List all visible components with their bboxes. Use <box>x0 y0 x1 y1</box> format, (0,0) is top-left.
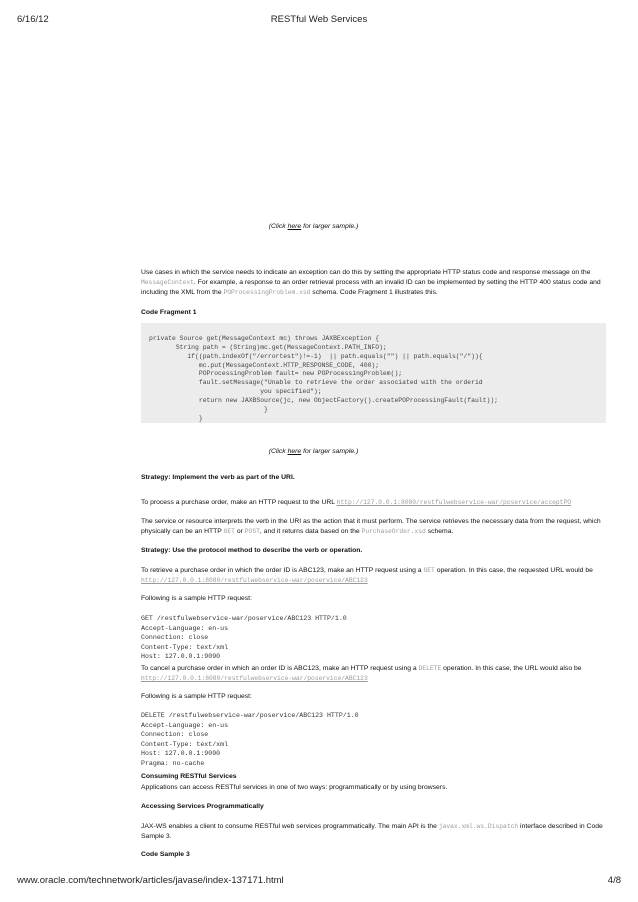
purchaseorder-xsd-code: PurchaseOrder.xsd <box>361 528 426 536</box>
get-code: GET <box>223 528 235 536</box>
strategy-protocol-heading: Strategy: Use the protocol method to describe the verb or operation. <box>141 547 363 554</box>
consuming-paragraph: Applications can access RESTful services in one of two ways: programmatically or by using browsers. <box>141 784 448 791</box>
caption-larger-sample-2: (Click here for larger sample.) <box>268 448 359 455</box>
print-date: 6/16/12 <box>17 14 49 25</box>
poprocessingproblem-code: POProcessingProblem.xsd <box>223 289 311 297</box>
print-url: www.oracle.com/technetwork/articles/javase/index-137171.html <box>17 875 284 886</box>
code-fragment-box <box>141 323 606 423</box>
here-link-2[interactable]: here <box>287 448 302 455</box>
abc123-get-link[interactable]: http://127.0.0.1:8080/restfulwebservice-war/poservice/ABC123 <box>141 577 368 585</box>
following-request-1: Following is a sample HTTP request: <box>141 595 252 602</box>
print-header <box>17 14 621 28</box>
dispatch-code: javax.xml.ws.Dispatch <box>438 823 519 830</box>
post-code: POST <box>244 528 260 536</box>
cancel-paragraph: To cancel a purchase order in which an order ID is ABC123, make an HTTP request using a DELETE operation. In this case, the URL would also be http://127.0.0.1:8080/restfulwebservice-war/poservice/ABC123 <box>141 665 582 683</box>
following-request-2: Following is a sample HTTP request: <box>141 693 252 700</box>
page-number: 4/8 <box>607 875 621 886</box>
accept-po-link[interactable]: http://127.0.0.1:8080/restfulwebservice-war/poservice/acceptPO <box>336 499 571 506</box>
use-cases-paragraph: Use cases in which the service needs to indicate an exception can do this by setting the appropriate HTTP status code and response message on the MessageContext. For example, a response to an order retrieval process with an invalid ID can be implemented by setting the HTTP 400 status code and including the XML from the POProcessingProblem.xsd schema. Code Fragment 1 illustrates this. <box>141 269 601 297</box>
abc123-delete-link[interactable]: http://127.0.0.1:8080/restfulwebservice-war/poservice/ABC123 <box>141 675 368 683</box>
here-link-1[interactable]: here <box>287 223 302 230</box>
delete-request-code: DELETE /restfulwebservice-war/poservice/ABC123 HTTP/1.0 Accept-Language: en-us Connection: close Content-Type: text/xml Host: 127.0.0.1:9090 Pragma: no-cache <box>141 712 359 767</box>
caption-larger-sample-1: (Click here for larger sample.) <box>268 223 359 230</box>
messagecontext-code: MessageContext <box>141 279 194 287</box>
code-fragment-text: private Source get(MessageContext mc) throws JAXBException { String path = (String)mc.get(MessageContext.PATH_INFO); if((path.indexOf("/errortest")!=-1) || path.equals("") || path.equals("/")){ mc.put(MessageContext.HTTP_RESPONSE_CODE, 400); POProcessingProblem fault= new POProcessingProblem(); fault.setMessage("Unable to retrieve the order associated with the orderid you specified"); return new JAXBSource(jc, new ObjectFactory().createPOProcessingFault(fault)); } } <box>149 335 498 422</box>
code-sample-3-heading: Code Sample 3 <box>141 851 190 858</box>
consuming-heading: Consuming RESTful Services <box>141 773 237 780</box>
get-operation-code: GET <box>423 567 435 574</box>
retrieve-paragraph: To retrieve a purchase order in which the order ID is ABC123, make an HTTP request using a GET operation. In this case, the requested URL would be http://127.0.0.1:8080/restfulwebservice-war/poservice/ABC123 <box>141 567 593 585</box>
code-fragment-heading: Code Fragment 1 <box>141 309 197 316</box>
jaxws-paragraph: JAX-WS enables a client to consume RESTful web services programmatically. The main API is the javax.xml.ws.Dispatch interface described in Code Sample 3. <box>141 823 603 841</box>
interprets-paragraph: The service or resource interprets the verb in the URI as the action that it must perform. The service retrieves the necessary data from the request, which physically can be an HTTP GET or POST, and it returns data based on the PurchaseOrder.xsd schema. <box>141 518 601 536</box>
strategy-uri-heading: Strategy: Implement the verb as part of the URI. <box>141 474 295 481</box>
process-po-paragraph: To process a purchase order, make an HTTP request to the URL http://127.0.0.1:8080/restfulwebservice-war/poservice/acceptPO <box>141 499 571 506</box>
get-request-code: GET /restfulwebservice-war/poservice/ABC123 HTTP/1.0 Accept-Language: en-us Connection: close Content-Type: text/xml Host: 127.0.0.1:9090 <box>141 615 347 660</box>
print-title: RESTful Web Services <box>270 14 368 25</box>
delete-operation-code: DELETE <box>418 665 442 672</box>
accessing-heading: Accessing Services Programmatically <box>141 803 264 810</box>
